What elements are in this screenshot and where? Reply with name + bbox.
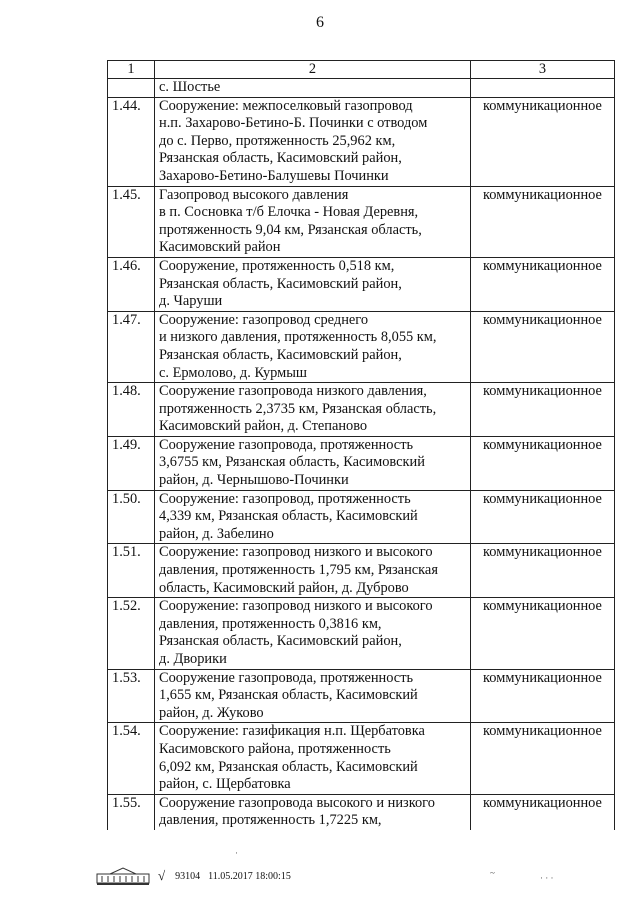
document-id: 93104: [175, 870, 201, 882]
document-timestamp: 11.05.2017 18:00:15: [208, 870, 291, 882]
scan-speck: ·: [235, 848, 238, 858]
table-row: [108, 436, 615, 490]
row-description: Газопровод высокого давления в п. Сосновка т/б Елочка - Новая Деревня, протяженность 9,04 км, Рязанская область, Касимовский район: [155, 186, 471, 257]
row-type: коммуникационное: [471, 544, 615, 598]
row-type: коммуникационное: [471, 598, 615, 669]
row-number: 1.52.: [108, 598, 155, 669]
header-col-3: 3: [471, 61, 615, 79]
row-number: 1.51.: [108, 544, 155, 598]
table-row: [108, 97, 615, 186]
signature-mark: √: [158, 868, 166, 883]
header-col-2: 2: [155, 61, 471, 79]
row-number: 1.47.: [108, 311, 155, 382]
row-description: Сооружение газопровода высокого и низкого давления, протяженность 1,7225 км,: [155, 794, 471, 830]
row-number: 1.49.: [108, 436, 155, 490]
row-number: 1.50.: [108, 490, 155, 544]
row-number: 1.53.: [108, 669, 155, 723]
table-row: [108, 257, 615, 311]
scan-speck: · · ·: [540, 873, 554, 883]
row-description: Сооружение, протяженность 0,518 км, Рязанская область, Касимовский район, д. Чаруши: [155, 257, 471, 311]
row-description: Сооружение: газификация н.п. Щербатовка Касимовского района, протяженность 6,092 км, Рязанская область, Касимовский район, с. Щербатовка: [155, 723, 471, 794]
row-number: [108, 79, 155, 98]
table-row: [108, 723, 615, 794]
table-header-row: [108, 61, 615, 79]
table-row: [108, 311, 615, 382]
table-row-continued: [108, 79, 615, 98]
row-number: 1.48.: [108, 383, 155, 437]
row-number: 1.55.: [108, 794, 155, 830]
row-description: Сооружение: газопровод среднего и низкого давления, протяженность 8,055 км, Рязанская область, Касимовский район, с. Ермолово, д. Курмыш: [155, 311, 471, 382]
scan-speck: ~: [490, 868, 495, 878]
page-number: 6: [316, 14, 324, 31]
row-type: коммуникационное: [471, 97, 615, 186]
building-logo-icon: [96, 866, 150, 886]
row-type: коммуникационное: [471, 257, 615, 311]
row-type: коммуникационное: [471, 723, 615, 794]
table-row: [108, 490, 615, 544]
row-type: коммуникационное: [471, 436, 615, 490]
table-row: [108, 544, 615, 598]
row-type: коммуникационное: [471, 490, 615, 544]
row-description: Сооружение газопровода низкого давления, протяженность 2,3735 км, Рязанская область, Касимовский район, д. Степаново: [155, 383, 471, 437]
row-description: Сооружение газопровода, протяженность 3,6755 км, Рязанская область, Касимовский район, д. Чернышово-Починки: [155, 436, 471, 490]
row-type: коммуникационное: [471, 311, 615, 382]
header-col-1: 1: [108, 61, 155, 79]
row-description: Сооружение: газопровод низкого и высокого давления, протяженность 0,3816 км, Рязанская область, Касимовский район, д. Дворики: [155, 598, 471, 669]
row-type: коммуникационное: [471, 383, 615, 437]
row-type: коммуникационное: [471, 794, 615, 830]
row-type: коммуникационное: [471, 186, 615, 257]
row-description: Сооружение: газопровод, протяженность 4,339 км, Рязанская область, Касимовский район, д. Забелино: [155, 490, 471, 544]
table-row: [108, 669, 615, 723]
table-row: [108, 794, 615, 830]
table-row: [108, 186, 615, 257]
row-description: Сооружение: газопровод низкого и высокого давления, протяженность 1,795 км, Рязанская область, Касимовский район, д. Дуброво: [155, 544, 471, 598]
row-description: с. Шостье: [155, 79, 471, 98]
row-description: Сооружение газопровода, протяженность 1,655 км, Рязанская область, Касимовский район, д. Жуково: [155, 669, 471, 723]
row-type: коммуникационное: [471, 669, 615, 723]
property-table: [107, 60, 615, 830]
footer: [96, 866, 291, 886]
row-number: 1.46.: [108, 257, 155, 311]
row-number: 1.44.: [108, 97, 155, 186]
row-description: Сооружение: межпоселковый газопровод н.п. Захарово-Бетино-Б. Починки с отводом до с. Перво, протяженность 25,962 км, Рязанская область, Касимовский район, Захарово-Бетино-Балушевы Починки: [155, 97, 471, 186]
row-number: 1.45.: [108, 186, 155, 257]
table-row: [108, 383, 615, 437]
table-row: [108, 598, 615, 669]
row-number: 1.54.: [108, 723, 155, 794]
row-type: [471, 79, 615, 98]
